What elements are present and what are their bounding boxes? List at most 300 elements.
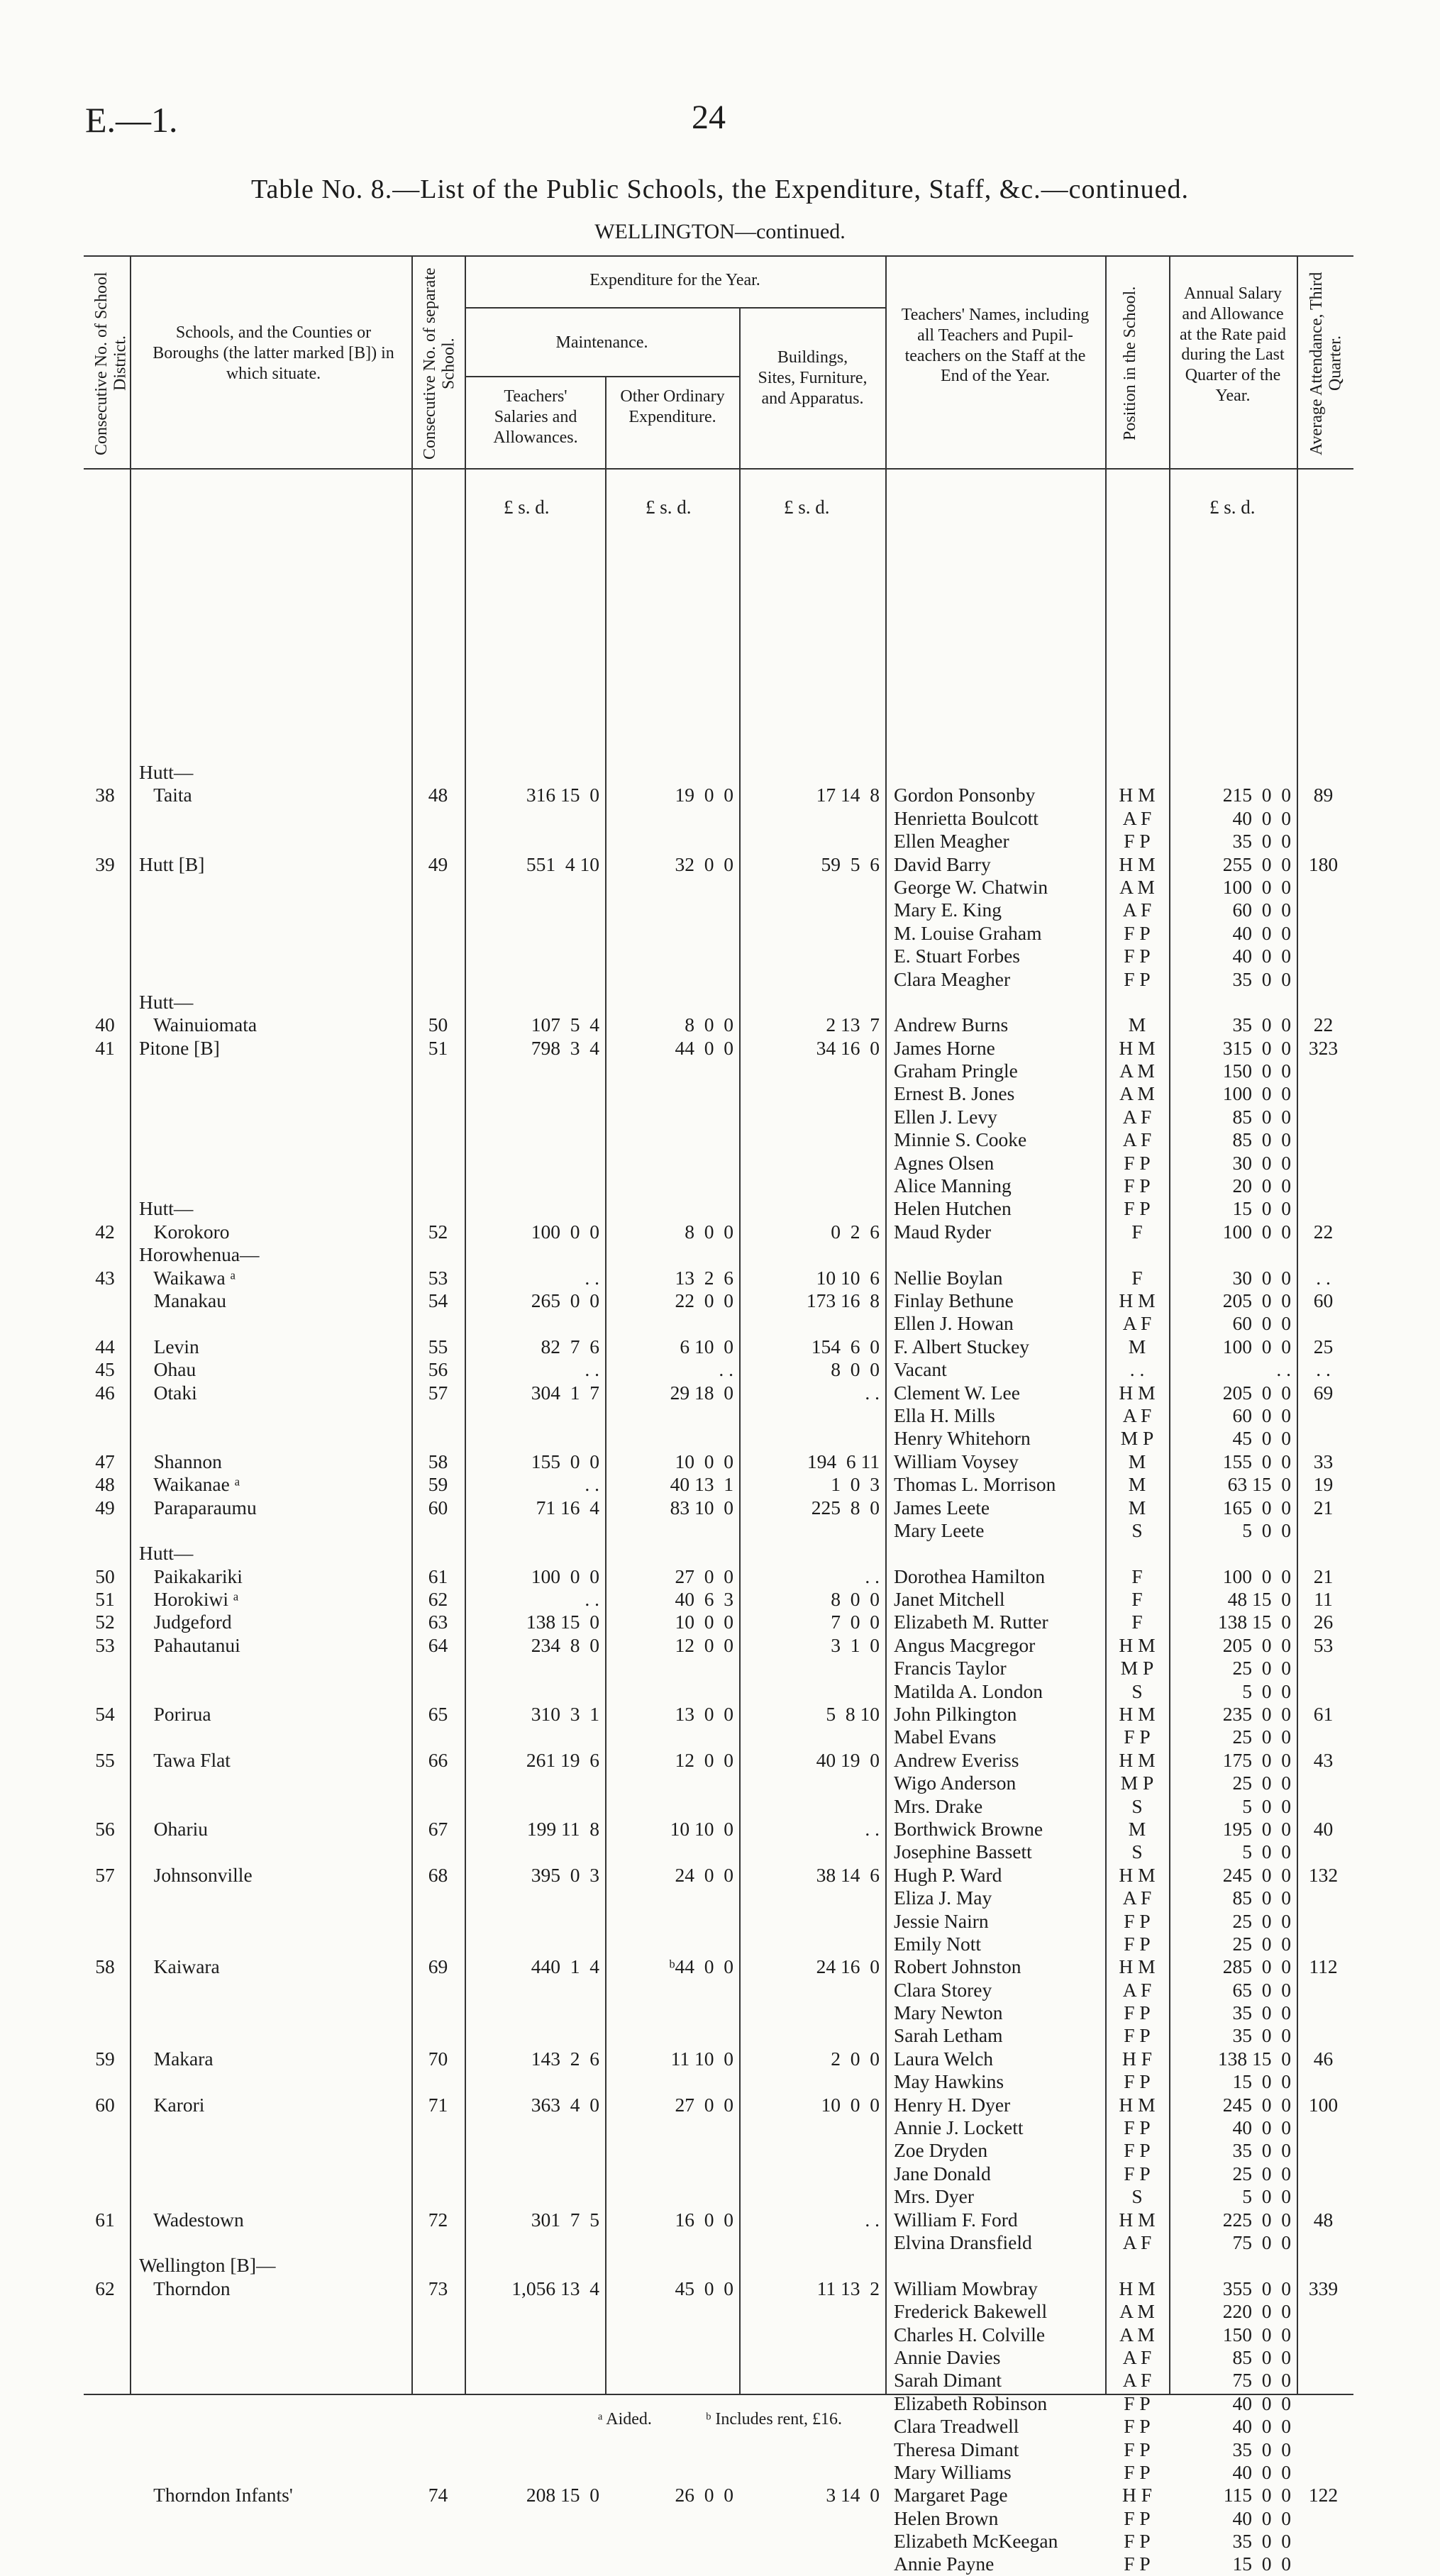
teacher-name: Ellen J. Levy: [894, 1105, 997, 1128]
teacher-name: Wigo Anderson: [894, 1772, 1017, 1794]
teacher-name: Mary Leete: [894, 1519, 985, 1541]
position: H F: [1121, 2047, 1153, 2070]
teacher-name: Ellen Meagher: [894, 830, 1009, 853]
attendance: 33: [1313, 1450, 1334, 1472]
table-row: [84, 2530, 1353, 2553]
col-head-school-no: Consecutive No. of separate School.: [421, 267, 458, 460]
table-row: [84, 876, 1353, 899]
position: M P: [1120, 1657, 1154, 1680]
teacher-name: David Barry: [894, 853, 991, 875]
other-expenditure: 40 6 3: [675, 1588, 733, 1611]
buildings-cost: 10 10 6: [816, 1266, 880, 1289]
attendance: 40: [1313, 1817, 1334, 1840]
district-no: 41: [95, 1036, 115, 1059]
attendance: 61: [1313, 1703, 1334, 1726]
position: F P: [1124, 2392, 1151, 2414]
attendance: 53: [1313, 1633, 1334, 1656]
school-no: 54: [428, 1289, 448, 1311]
page-header-ref: E.—1.: [85, 100, 178, 140]
salary: 35 0 0: [1232, 2438, 1291, 2460]
position: F P: [1124, 2506, 1151, 2529]
position: F P: [1124, 2139, 1151, 2162]
teacher-name: Henrietta Boulcott: [894, 806, 1039, 829]
attendance: 46: [1313, 2047, 1334, 2070]
other-expenditure: 27 0 0: [675, 2093, 733, 2116]
position: A F: [1122, 1105, 1152, 1128]
attendance: 100: [1308, 2093, 1339, 2116]
col-head-buildings: Buildings, Sites, Furniture, and Apparatus.: [758, 348, 868, 408]
salary: 40 0 0: [1232, 2506, 1291, 2529]
teacher-name: Jane Donald: [894, 2162, 991, 2184]
school-name: Hutt—: [139, 1197, 194, 1220]
school-name: Manakau: [139, 1289, 226, 1311]
teacher-name: James Leete: [894, 1496, 990, 1519]
table-row: [84, 1060, 1353, 1082]
district-no: 40: [95, 1014, 115, 1036]
salary: 85 0 0: [1232, 1128, 1291, 1151]
position: A M: [1119, 2300, 1155, 2323]
buildings-cost: 24 16 0: [816, 1955, 880, 1978]
salary: 100 0 0: [1222, 1082, 1291, 1105]
salary: 205 0 0: [1222, 1381, 1291, 1404]
salary: 15 0 0: [1232, 1197, 1291, 1220]
teacher-name: Vacant: [894, 1358, 947, 1381]
table-row: [84, 1082, 1353, 1105]
table-row: [84, 968, 1353, 991]
table-row: [84, 1818, 1353, 1841]
teacher-name: Borthwick Browne: [894, 1817, 1043, 1840]
school-name: Wellington [B]—: [139, 2254, 276, 2277]
school-no: 63: [428, 1611, 448, 1633]
district-no: 39: [95, 853, 115, 875]
salary: 75 0 0: [1232, 2231, 1291, 2253]
other-expenditure: 13 2 6: [675, 1266, 733, 1289]
teachers-salaries: . .: [585, 1473, 599, 1496]
other-expenditure: 22 0 0: [675, 1289, 733, 1311]
district-no: 56: [95, 1817, 115, 1840]
col-head-expenditure: Expenditure for the Year.: [589, 271, 760, 289]
teacher-name: Elizabeth McKeegan: [894, 2530, 1058, 2553]
position: A F: [1122, 1978, 1152, 2001]
salary: 215 0 0: [1222, 784, 1291, 806]
table-title: Table No. 8.—List of the Public Schools, the Expenditure, Staff, &c.—continued.: [250, 174, 1190, 204]
school-name: Horowhenua—: [139, 1243, 260, 1266]
teachers-salaries: 261 19 6: [526, 1748, 599, 1771]
salary: 100 0 0: [1222, 1220, 1291, 1243]
other-expenditure: 26 0 0: [675, 2484, 733, 2506]
table-row: [84, 1106, 1353, 1128]
page-number: 24: [692, 99, 726, 136]
attendance: 69: [1313, 1381, 1334, 1404]
salary: 35 0 0: [1232, 2002, 1291, 2024]
position: M P: [1120, 1427, 1154, 1450]
salary: 20 0 0: [1232, 1175, 1291, 1197]
buildings-cost: 2 13 7: [826, 1014, 880, 1036]
salary: 245 0 0: [1222, 1863, 1291, 1886]
salary: 35 0 0: [1232, 967, 1291, 990]
position: H M: [1119, 853, 1156, 875]
salary: 40 0 0: [1232, 2460, 1291, 2483]
position: H M: [1119, 1703, 1156, 1726]
teacher-name: Helen Hutchen: [894, 1197, 1012, 1220]
table-row: [84, 2139, 1353, 2162]
teacher-name: M. Louise Graham: [894, 921, 1042, 944]
table-row: [84, 1955, 1353, 1978]
table-row: [84, 1404, 1353, 1427]
table-row: [84, 1565, 1353, 1588]
position: A M: [1119, 2323, 1155, 2345]
table-row: [84, 2231, 1353, 2254]
school-no: 57: [428, 1381, 448, 1404]
position: F P: [1124, 2002, 1151, 2024]
table-row: [84, 1519, 1353, 1542]
buildings-cost: 3 1 0: [831, 1633, 880, 1656]
salary: 75 0 0: [1232, 2369, 1291, 2392]
table-row: [84, 1979, 1353, 2002]
school-no: 68: [428, 1863, 448, 1886]
table-row: [84, 1037, 1353, 1060]
table-row: [84, 922, 1353, 945]
position: . .: [1129, 1358, 1145, 1381]
school-no: 64: [428, 1633, 448, 1656]
col-head-district-no: Consecutive No. of School District.: [92, 272, 130, 455]
other-expenditure: 40 13 1: [670, 1473, 733, 1496]
salary: 60 0 0: [1232, 1404, 1291, 1426]
position: F P: [1124, 2415, 1151, 2438]
position: H M: [1119, 1036, 1156, 1059]
buildings-cost: 11 13 2: [816, 2277, 880, 2299]
teacher-name: Clara Storey: [894, 1978, 992, 2001]
position: H M: [1119, 1748, 1156, 1771]
salary: 5 0 0: [1242, 2185, 1291, 2208]
school-name: Otaki: [139, 1381, 197, 1404]
table-row: [84, 2484, 1353, 2506]
table-row: [84, 1841, 1353, 1863]
table-row: [84, 784, 1353, 806]
position: A F: [1122, 806, 1152, 829]
table-row: [84, 1128, 1353, 1151]
teachers-salaries: 234 8 0: [531, 1633, 599, 1656]
salary: 30 0 0: [1232, 1151, 1291, 1174]
teacher-name: Helen Brown: [894, 2506, 999, 2529]
school-no: 67: [428, 1817, 448, 1840]
teacher-name: Maud Ryder: [894, 1220, 992, 1243]
teacher-name: Thomas L. Morrison: [894, 1473, 1056, 1496]
school-name: Ohariu: [139, 1817, 208, 1840]
school-no: 50: [428, 1014, 448, 1036]
table-row: [84, 1382, 1353, 1404]
teacher-name: George W. Chatwin: [894, 875, 1048, 898]
district-no: 51: [95, 1588, 115, 1611]
position: A M: [1119, 875, 1155, 898]
table-row: [84, 1588, 1353, 1611]
position: S: [1131, 1794, 1143, 1817]
table-row: [84, 853, 1353, 876]
table-row: [84, 1221, 1353, 1243]
table-row: [84, 1175, 1353, 1197]
table-row: [84, 2324, 1353, 2346]
school-no: 65: [428, 1703, 448, 1726]
table-row: [84, 2438, 1353, 2461]
teachers-salaries: . .: [585, 1266, 599, 1289]
table-row: [84, 1864, 1353, 1887]
salary: 220 0 0: [1222, 2300, 1291, 2323]
district-no: 50: [95, 1565, 115, 1587]
other-expenditure: 44 0 0: [675, 1036, 733, 1059]
attendance: 180: [1308, 853, 1339, 875]
footnote-rent: ᵇ Includes rent, £16.: [705, 2410, 842, 2428]
salary: 100 0 0: [1222, 1335, 1291, 1358]
table-row: [84, 1497, 1353, 1519]
footnote-aided: ᵃ Aided.: [598, 2410, 652, 2428]
money-units-other: £ s. d.: [646, 496, 692, 518]
district-no: 44: [95, 1335, 115, 1358]
salary: 315 0 0: [1222, 1036, 1291, 1059]
other-expenditure: 83 10 0: [670, 1496, 733, 1519]
school-no: 58: [428, 1450, 448, 1472]
attendance: 132: [1308, 1863, 1339, 1886]
salary: 25 0 0: [1232, 1657, 1291, 1680]
table-row: [84, 830, 1353, 853]
salary: 150 0 0: [1222, 1060, 1291, 1082]
teacher-name: James Horne: [894, 1036, 995, 1059]
school-name: Levin: [139, 1335, 199, 1358]
salary: 25 0 0: [1232, 1909, 1291, 1932]
district-no: 49: [95, 1496, 115, 1519]
teacher-name: John Pilkington: [894, 1703, 1017, 1726]
school-name: Shannon: [139, 1450, 222, 1472]
teacher-name: Charles H. Colville: [894, 2323, 1046, 2345]
position: F P: [1124, 2438, 1151, 2460]
other-expenditure: 8 0 0: [685, 1220, 733, 1243]
school-no: 59: [428, 1473, 448, 1496]
table-row: [84, 1726, 1353, 1748]
district-no: 60: [95, 2093, 115, 2116]
salary: 63 15 0: [1227, 1473, 1291, 1496]
other-expenditure: 12 0 0: [675, 1748, 733, 1771]
position: F: [1131, 1565, 1143, 1587]
salary: 355 0 0: [1222, 2277, 1291, 2299]
table-row: [84, 1887, 1353, 1909]
teacher-name: E. Stuart Forbes: [894, 945, 1020, 967]
attendance: 26: [1313, 1611, 1334, 1633]
salary: 85 0 0: [1232, 2345, 1291, 2368]
position: F P: [1124, 2553, 1151, 2575]
col-head-attendance: Average Attendance, Third Quarter.: [1307, 272, 1345, 455]
position: F P: [1124, 921, 1151, 944]
teacher-name: William Mowbray: [894, 2277, 1038, 2299]
attendance: 25: [1313, 1335, 1334, 1358]
salary: 150 0 0: [1222, 2323, 1291, 2345]
other-expenditure: 6 10 0: [680, 1335, 733, 1358]
salary: 45 0 0: [1232, 1427, 1291, 1450]
teacher-name: Ella H. Mills: [894, 1404, 995, 1426]
salary: 205 0 0: [1222, 1633, 1291, 1656]
table-row: [84, 2461, 1353, 2484]
teachers-salaries: 395 0 3: [531, 1863, 599, 1886]
school-name: Hutt—: [139, 1542, 194, 1565]
teacher-name: Ernest B. Jones: [894, 1082, 1015, 1105]
col-head-teachers-names: Teachers' Names, including all Teachers and Pupil-teachers on the Staff at the End of the Year.: [901, 306, 1090, 386]
table-row: [84, 1795, 1353, 1818]
school-no: 62: [428, 1588, 448, 1611]
school-no: 53: [428, 1266, 448, 1289]
money-units-teachers: £ s. d.: [504, 496, 550, 518]
salary: 205 0 0: [1222, 1289, 1291, 1311]
attendance: 43: [1313, 1748, 1334, 1771]
position: A F: [1122, 1887, 1152, 1909]
district-no: 52: [95, 1611, 115, 1633]
other-expenditure: 10 0 0: [675, 1611, 733, 1633]
teachers-salaries: 551 4 10: [526, 853, 599, 875]
table-row: [84, 2254, 1353, 2277]
salary: 40 0 0: [1232, 921, 1291, 944]
money-units-salary: £ s. d.: [1209, 496, 1256, 518]
position: A F: [1122, 899, 1152, 921]
other-expenditure: 16 0 0: [675, 2208, 733, 2231]
table-row: [84, 2553, 1353, 2575]
teacher-name: Henry Whitehorn: [894, 1427, 1031, 1450]
salary: 40 0 0: [1232, 2392, 1291, 2414]
teacher-name: Mrs. Dyer: [894, 2185, 975, 2208]
table-row: [84, 1312, 1353, 1335]
table-row: [84, 2185, 1353, 2208]
expenditure-rule: [465, 307, 885, 309]
salary: 195 0 0: [1222, 1817, 1291, 1840]
teacher-name: Matilda A. London: [894, 1680, 1043, 1702]
position: H M: [1119, 1633, 1156, 1656]
salary: 25 0 0: [1232, 1932, 1291, 1955]
teacher-name: Francis Taylor: [894, 1657, 1007, 1680]
position: A F: [1122, 2231, 1152, 2253]
school-name: Waikanae ᵃ: [139, 1473, 240, 1496]
attendance: 323: [1308, 1036, 1339, 1059]
school-no: 61: [428, 1565, 448, 1587]
table-row: [84, 1749, 1353, 1772]
other-expenditure: 27 0 0: [675, 1565, 733, 1587]
position: M: [1128, 1817, 1146, 1840]
buildings-cost: 154 6 0: [811, 1335, 880, 1358]
teacher-name: Ellen J. Howan: [894, 1312, 1014, 1335]
school-name: Waikawa ᵃ: [139, 1266, 236, 1289]
salary: 245 0 0: [1222, 2093, 1291, 2116]
salary: 100 0 0: [1222, 1565, 1291, 1587]
position: F P: [1124, 1151, 1151, 1174]
table-row: [84, 2209, 1353, 2231]
teacher-name: Eliza J. May: [894, 1887, 992, 1909]
salary: 138 15 0: [1217, 2047, 1291, 2070]
teacher-name: Annie Davies: [894, 2345, 1001, 2368]
school-name: Ohau: [139, 1358, 196, 1381]
buildings-cost: 173 16 8: [806, 1289, 880, 1311]
attendance: 89: [1313, 784, 1334, 806]
salary: 60 0 0: [1232, 899, 1291, 921]
teacher-name: Elizabeth M. Rutter: [894, 1611, 1048, 1633]
school-no: 48: [428, 784, 448, 806]
buildings-cost: 2 0 0: [831, 2047, 880, 2070]
salary: 138 15 0: [1217, 1611, 1291, 1633]
col-head-school: Schools, and the Counties or Boroughs (the latter marked [B]) in which situate.: [153, 323, 394, 383]
table-row: [84, 1772, 1353, 1794]
school-name: Tawa Flat: [139, 1748, 231, 1771]
salary: 100 0 0: [1222, 875, 1291, 898]
school-no: 74: [428, 2484, 448, 2506]
position: S: [1131, 2185, 1143, 2208]
teacher-name: F. Albert Stuckey: [894, 1335, 1030, 1358]
table-row: [84, 1152, 1353, 1175]
school-no: 55: [428, 1335, 448, 1358]
table-row: [84, 2277, 1353, 2300]
other-expenditure: 8 0 0: [685, 1014, 733, 1036]
table-row: [84, 1933, 1353, 1955]
district-no: 55: [95, 1748, 115, 1771]
table-row: [84, 991, 1353, 1014]
teacher-name: Emily Nott: [894, 1932, 981, 1955]
table-subtitle: WELLINGTON—continued.: [594, 220, 846, 243]
attendance: . .: [1316, 1358, 1331, 1381]
table-row: [84, 1542, 1353, 1565]
teachers-salaries: 208 15 0: [526, 2484, 599, 2506]
table-row: [84, 2346, 1353, 2369]
position: A F: [1122, 2369, 1152, 2392]
teachers-salaries: 199 11 8: [526, 1817, 599, 1840]
other-expenditure: 13 0 0: [675, 1703, 733, 1726]
salary: 85 0 0: [1232, 1887, 1291, 1909]
table-row: [84, 2024, 1353, 2047]
other-expenditure: 12 0 0: [675, 1633, 733, 1656]
other-expenditure: 10 10 0: [670, 1817, 733, 1840]
district-no: 47: [95, 1450, 115, 1472]
position: F P: [1124, 1197, 1151, 1220]
position: A M: [1119, 1060, 1155, 1082]
teacher-name: Alice Manning: [894, 1175, 1012, 1197]
other-expenditure: ᵇ44 0 0: [668, 1955, 733, 1978]
buildings-cost: . .: [865, 2208, 880, 2231]
table-row: [84, 1657, 1353, 1680]
school-no: 70: [428, 2047, 448, 2070]
attendance: . .: [1316, 1266, 1331, 1289]
buildings-cost: . .: [865, 1817, 880, 1840]
school-name: Karori: [139, 2093, 205, 2116]
teachers-salaries: . .: [585, 1588, 599, 1611]
table-row: [84, 1243, 1353, 1266]
teacher-name: William F. Ford: [894, 2208, 1018, 2231]
top-rule: [84, 255, 1353, 257]
teachers-salaries: 798 3 4: [531, 1036, 599, 1059]
table-row: [84, 2070, 1353, 2093]
school-no: 60: [428, 1496, 448, 1519]
teacher-name: Janet Mitchell: [894, 1588, 1005, 1611]
school-no: 56: [428, 1358, 448, 1381]
teachers-salaries: 100 0 0: [531, 1565, 599, 1587]
teacher-name: Mrs. Drake: [894, 1794, 983, 1817]
buildings-cost: 38 14 6: [816, 1863, 880, 1886]
district-no: 43: [95, 1266, 115, 1289]
salary: 35 0 0: [1232, 2530, 1291, 2553]
salary: 115 0 0: [1223, 2484, 1291, 2506]
buildings-cost: 0 2 6: [831, 1220, 880, 1243]
teacher-name: Clara Treadwell: [894, 2415, 1019, 2438]
teacher-name: Clara Meagher: [894, 967, 1011, 990]
district-no: 45: [95, 1358, 115, 1381]
teacher-name: Annie J. Lockett: [894, 2116, 1024, 2139]
position: F P: [1124, 1932, 1151, 1955]
buildings-cost: 34 16 0: [816, 1036, 880, 1059]
school-name: Wainuiomata: [139, 1014, 257, 1036]
maintenance-rule: [465, 376, 739, 377]
table-row: [84, 2369, 1353, 2392]
salary: 35 0 0: [1232, 830, 1291, 853]
